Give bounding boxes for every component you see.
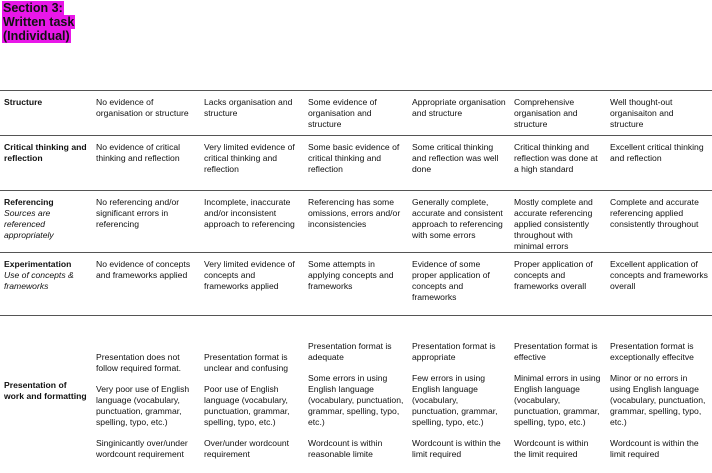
descriptor-text: Minimal errors in using English language (vocabulary, punctuation, grammar, spelling, typo, etc.): [514, 372, 601, 427]
level-cell: [200, 136, 304, 191]
descriptor-text: Mostly complete and accurate referencing applied consistently throughout with minimal errors: [514, 197, 593, 251]
criterion-title: Experimentation: [4, 259, 72, 269]
descriptor-text: No evidence of concepts and frameworks applied: [96, 259, 191, 280]
descriptor-text: Minor or no errors in using English language (vocabulary, punctuation, grammar, spelling, typo, etc.): [610, 372, 706, 427]
rubric-row: [0, 91, 712, 136]
level-cell: [606, 191, 712, 253]
descriptor-text: Critical thinking and reflection was done at a high standard: [514, 142, 598, 174]
level-cell: [510, 191, 606, 253]
descriptor-text: Wordcount is within reasonable limite: [308, 437, 383, 459]
criterion-title: Referencing: [4, 197, 54, 207]
descriptor-text: Wordcount is within the limit required: [412, 437, 501, 459]
descriptor-text: Some evidence of organisation and structure: [308, 97, 377, 129]
descriptor-text: No evidence of critical thinking and reflection: [96, 142, 181, 163]
level-cell: [510, 91, 606, 136]
descriptor-text: No evidence of organisation or structure: [96, 97, 189, 118]
rubric-row: [0, 191, 712, 253]
level-cell: [510, 253, 606, 316]
criterion-title: Critical thinking and reflection: [4, 142, 87, 163]
descriptor-text: Some attempts in applying concepts and frameworks: [308, 259, 394, 291]
descriptor-text: Very poor use of English language (vocabulary, punctuation, grammar, spelling, typo, etc.): [96, 383, 190, 427]
criterion-cell: [0, 316, 92, 461]
descriptor-text: Presentation format is adequate: [308, 340, 392, 362]
level-cell: [200, 191, 304, 253]
rubric-row: [0, 316, 712, 461]
level-cell: [92, 91, 200, 136]
level-cell: [408, 191, 510, 253]
descriptor-text: Few errors in using English language (vocabulary, punctuation, grammar, spelling, typo, etc.): [412, 372, 498, 427]
descriptor-text: Singinicantly over/under wordcount requirement: [96, 437, 188, 459]
descriptor-text: Evidence of some proper application of concepts and frameworks: [412, 259, 490, 302]
section-type: (Individual): [3, 29, 70, 43]
criterion-title: Structure: [4, 97, 43, 107]
descriptor-text: Poor use of English language (vocabulary, punctuation, grammar, spelling, typo, etc.): [204, 383, 290, 427]
level-cell: [510, 316, 606, 461]
level-cell: [304, 253, 408, 316]
criterion-cell: [0, 191, 92, 253]
section-number: Section 3:: [3, 1, 63, 15]
level-cell: [200, 316, 304, 461]
rubric-row: [0, 253, 712, 316]
criterion-cell: [0, 91, 92, 136]
level-cell: [304, 136, 408, 191]
level-cell: [304, 191, 408, 253]
section-title: Written task: [3, 15, 75, 29]
level-cell: [408, 253, 510, 316]
level-cell: [408, 136, 510, 191]
level-cell: [408, 316, 510, 461]
descriptor-text: Proper application of concepts and frameworks overall: [514, 259, 593, 291]
level-cell: [304, 91, 408, 136]
descriptor-text: Very limited evidence of concepts and frameworks applied: [204, 259, 295, 291]
descriptor-text: Comprehensive organisation and structure: [514, 97, 578, 129]
level-cell: [92, 191, 200, 253]
level-cell: [408, 91, 510, 136]
criterion-subtitle: Use of concepts & frameworks: [4, 270, 74, 291]
criterion-title: Presentation of work and formatting: [4, 379, 87, 401]
descriptor-text: Very limited evidence of critical thinking and reflection: [204, 142, 295, 174]
level-cell: [92, 136, 200, 191]
level-cell: [92, 253, 200, 316]
descriptor-text: Presentation format is unclear and confusing: [204, 351, 289, 373]
descriptor-text: Well thought-out organisaiton and structure: [610, 97, 674, 129]
descriptor-text: Some errors in using English language (vocabulary, punctuation, grammar, spelling, typo, etc.): [308, 372, 404, 427]
level-cell: [606, 316, 712, 461]
descriptor-text: Excellent critical thinking and reflection: [610, 142, 704, 163]
criterion-cell: [0, 253, 92, 316]
level-cell: [200, 91, 304, 136]
descriptor-text: Generally complete, accurate and consistent approach to referencing with some errors: [412, 197, 503, 240]
section-heading: [2, 1, 75, 43]
descriptor-text: No referencing and/or significant errors in referencing: [96, 197, 180, 229]
level-cell: [606, 253, 712, 316]
descriptor-text: Appropriate organisation and structure: [412, 97, 506, 118]
level-cell: [200, 253, 304, 316]
criterion-subtitle: Sources are referenced appropriately: [4, 208, 54, 240]
descriptor-text: Wordcount is within the limit required: [610, 437, 699, 459]
descriptor-text: Some basic evidence of critical thinking and reflection: [308, 142, 400, 174]
descriptor-text: Excellent application of concepts and frameworks overall: [610, 259, 708, 291]
rubric-row: [0, 136, 712, 191]
rubric-table: [0, 90, 712, 461]
descriptor-text: Presentation format is exceptionally effecitve: [610, 340, 694, 362]
descriptor-text: Over/under wordcount requirement: [204, 437, 290, 459]
descriptor-text: Presentation format is effective: [514, 340, 598, 362]
level-cell: [606, 91, 712, 136]
level-cell: [304, 316, 408, 461]
criterion-cell: [0, 136, 92, 191]
descriptor-text: Some critical thinking and reflection was well done: [412, 142, 499, 174]
descriptor-text: Referencing has some omissions, errors and/or inconsistencies: [308, 197, 401, 229]
level-cell: [606, 136, 712, 191]
descriptor-text: Lacks organisation and structure: [204, 97, 293, 118]
level-cell: [510, 136, 606, 191]
descriptor-text: Presentation does not follow required format.: [96, 351, 182, 373]
descriptor-text: Incomplete, inaccurate and/or inconsistent approach to referencing: [204, 197, 295, 229]
descriptor-text: Wordcount is within the limit required: [514, 437, 589, 459]
descriptor-text: Presentation format is appropriate: [412, 340, 496, 362]
level-cell: [92, 316, 200, 461]
descriptor-text: Complete and accurate referencing applied consistently throughout: [610, 197, 699, 229]
